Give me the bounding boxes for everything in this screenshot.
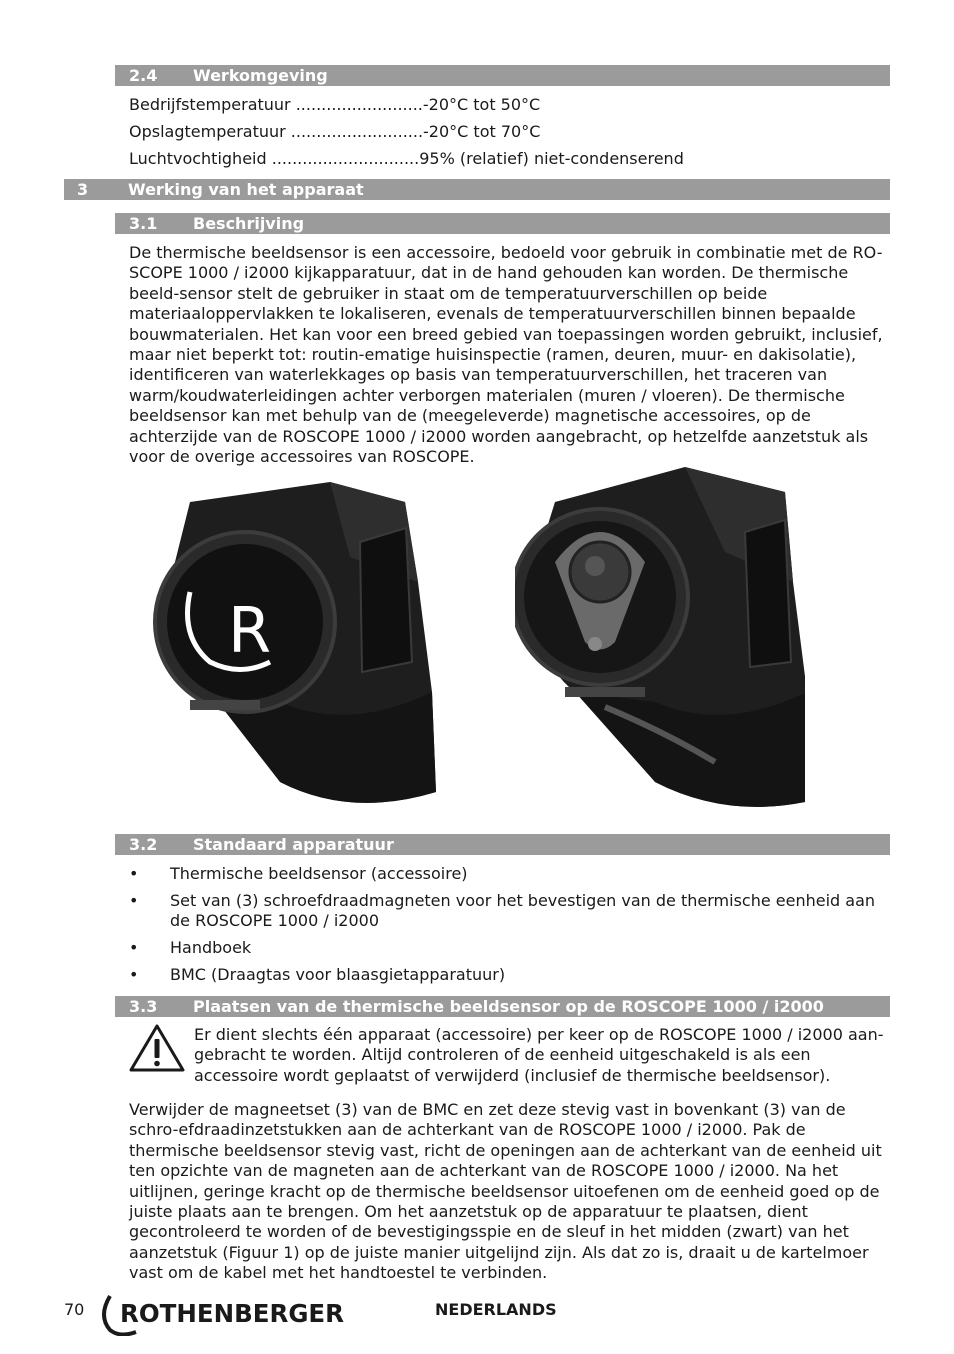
spec-operating-temperature: Bedrijfstemperatuur .........................-20°C tot 50°C [129, 95, 541, 114]
list-item [129, 891, 889, 931]
list-item [129, 938, 889, 958]
device-image-uncapped [515, 462, 805, 818]
section-number: 3 [77, 180, 89, 199]
bullet-marker: • [129, 864, 139, 883]
section-title: Standaard apparatuur [193, 835, 394, 854]
spec-humidity: Luchtvochtigheid .............................95% (relatief) niet-condenserend [129, 149, 684, 168]
section-title: Plaatsen van de thermische beeldsensor op de ROSCOPE 1000 / i2000 [193, 997, 824, 1016]
section-number: 2.4 [129, 66, 158, 85]
device-image-capped [150, 462, 440, 818]
cap-letter: R [228, 594, 272, 667]
spec-storage-temperature: Opslagtemperatuur ..........................-20°C tot 70°C [129, 122, 541, 141]
section-header-3-3 [115, 996, 890, 1017]
equipment-list [129, 864, 889, 992]
rothenberger-logo [100, 1292, 350, 1336]
list-item-text: Thermische beeldsensor (accessoire) [170, 864, 468, 883]
list-item [129, 965, 889, 985]
section-header-3-2 [115, 834, 890, 855]
warning-text: Er dient slechts één apparaat (accessoire) per keer op de ROSCOPE 1000 / i2000 aan-gebracht te worden. Altijd controleren of de eenheid uitgeschakeld is als een accessoire wordt geplaatst of verwijderd (inclusief de thermische beeldsensor). [194, 1025, 884, 1085]
list-item-text: BMC (Draagtas voor blaasgietapparatuur) [170, 965, 506, 984]
page-number: 70 [64, 1300, 85, 1319]
section-number: 3.2 [129, 835, 158, 854]
footer-language: NEDERLANDS [435, 1300, 557, 1319]
list-item-text: Set van (3) schroefdraadmagneten voor het bevestigen van de thermische eenheid aan de ROSCOPE 1000 / i2000 [170, 891, 876, 930]
svg-text:ROTHENBERGER: ROTHENBERGER [120, 1299, 344, 1328]
section-header-3-1 [115, 213, 890, 234]
instructions-paragraph: Verwijder de magneetset (3) van de BMC en zet deze stevig vast in bovenkant (3) van de schro-efdraadinzetstukken aan de achterkant van de ROSCOPE 1000 / i2000. Pak de thermische beeldsensor stevig vast, richt de openingen aan de achterkant van de eenheid uit ten opzichte van de magneten aan de achterkant van de ROSCOPE 1000 / i2000. Na het uitlijnen, geringe kracht op de thermische beeldsensor uitoefenen om de eenheid goed op de juiste plaats aan te brengen. Om het aanzetstuk op de apparatuur te plaatsen, dient gecontroleerd te worden of de bevestigingsspie en de sleuf in het midden (zwart) van het aanzetstuk (Figuur 1) op de juiste manier uitgelijnd zijn. Als dat zo is, draait u de kartelmoer vast om de kabel met het handtoestel te verbinden. [129, 1100, 882, 1283]
warning-icon [128, 1023, 186, 1073]
bullet-marker: • [129, 965, 139, 984]
list-item-text: Handboek [170, 938, 252, 957]
section-header-2-4 [115, 65, 890, 86]
section-number: 3.3 [129, 997, 158, 1016]
section-title: Werking van het apparaat [128, 180, 364, 199]
bullet-marker: • [129, 891, 139, 910]
section-header-3 [64, 179, 890, 200]
list-item [129, 864, 889, 884]
section-title: Werkomgeving [193, 66, 328, 85]
bullet-marker: • [129, 938, 139, 957]
description-paragraph: De thermische beeldsensor is een accessoire, bedoeld voor gebruik in combinatie met de RO-SCOPE 1000 / i2000 kijkapparatuur, dat in de hand gehouden kan worden. De thermische beeld-sensor stelt de gebruiker in staat om de temperatuurverschillen op beide materiaaloppervlakken te lokaliseren, evenals de temperatuurverschillen binnen bepaalde bouwmaterialen. Het kan voor een breed gebied van toepassingen worden gebruikt, inclusief, maar niet beperkt tot: routin-ematige huisinspectie (ramen, deuren, muur- en dakisolatie), identificeren van waterlekkages op basis van temperatuurverschillen, het traceren van warm/koudwaterleidingen achter verborgen materialen (muren / vloeren). De thermische beeldsensor kan met behulp van de (meegeleverde) magnetische accessoires, op de achterzijde van de ROSCOPE 1000 / i2000 worden aangebracht, op hetzelfde aanzetstuk als voor de overige accessoires van ROSCOPE. [129, 243, 883, 467]
section-number: 3.1 [129, 214, 158, 233]
section-title: Beschrijving [193, 214, 305, 233]
